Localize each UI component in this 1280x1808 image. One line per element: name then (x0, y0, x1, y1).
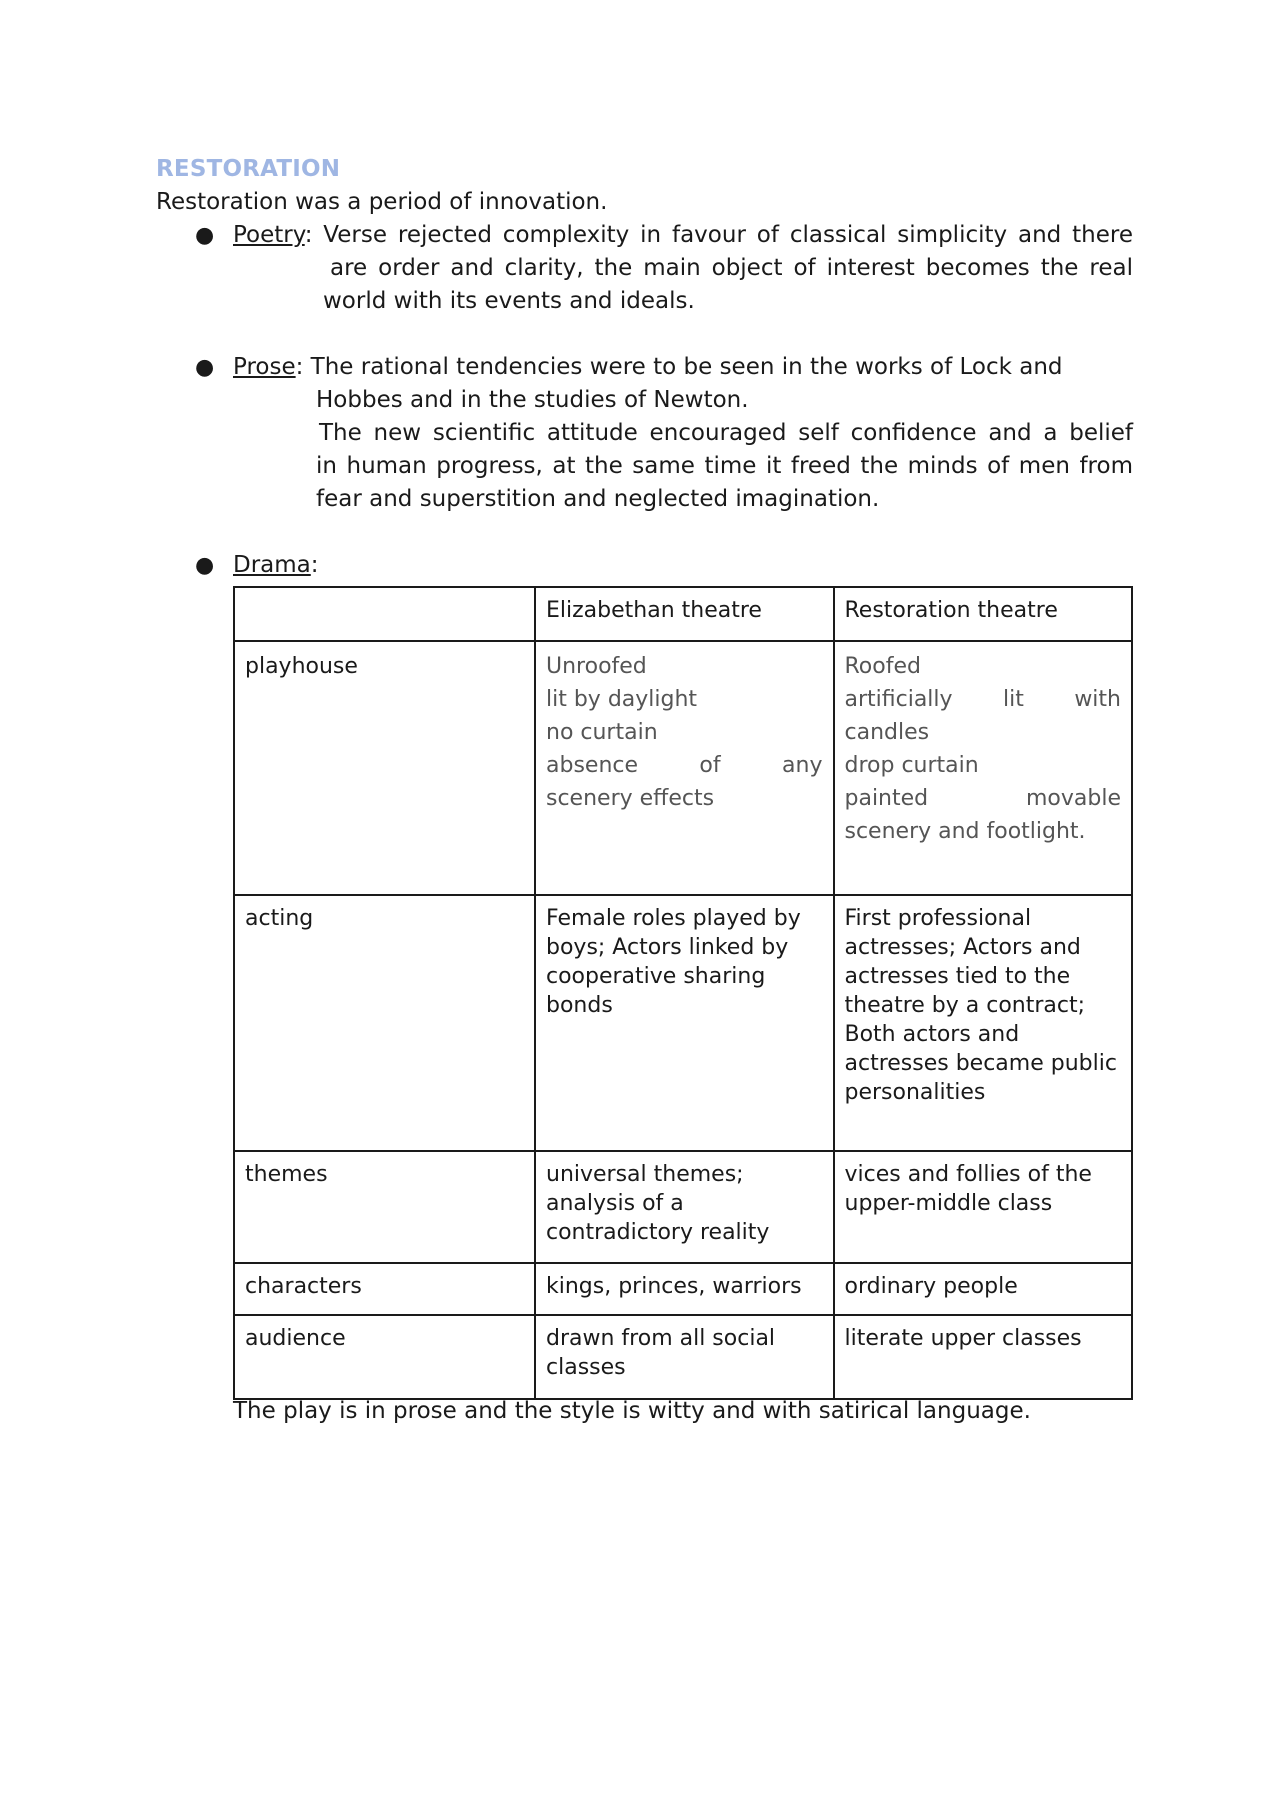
row-label-themes: themes (234, 1151, 535, 1263)
row-label-playhouse: playhouse (234, 641, 535, 895)
bullet-prose: ● (195, 355, 215, 380)
row-label-acting: acting (234, 895, 535, 1151)
characters-elizabethan: kings, princes, warriors (535, 1263, 834, 1315)
audience-restoration: literate upper classes (834, 1315, 1133, 1399)
poetry-label: Poetry (233, 222, 305, 248)
row-label-characters: characters (234, 1263, 535, 1315)
table-row-playhouse (234, 641, 1132, 895)
bullet-poetry: ● (195, 223, 215, 248)
rest-justified-line-1: artificially lit with (844, 687, 1121, 712)
table-header-row (234, 587, 1132, 641)
prose-label: Prose (233, 354, 296, 380)
prose-line-1: Prose: The rational tendencies were to be seen in the works of Lock and (233, 354, 1063, 380)
rest-justified-line-2: painted movable (844, 786, 1121, 811)
poetry-line-2: are order and clarity, the main object of interest becomes the real (330, 255, 1133, 281)
theatre-comparison-table (233, 586, 1133, 1400)
themes-elizabethan: universal themes; analysis of a contradictory reality (535, 1151, 834, 1263)
section-heading: RESTORATION (156, 156, 341, 182)
playhouse-elizabethan: Unroofed lit by daylight no curtain absence of any scenery effects (535, 641, 834, 895)
acting-elizabethan: Female roles played by boys; Actors linked by cooperative sharing bonds (535, 895, 834, 1151)
audience-elizabethan: drawn from all social classes (535, 1315, 834, 1399)
table-row-acting (234, 895, 1132, 1151)
row-label-audience: audience (234, 1315, 535, 1399)
prose-line-4: in human progress, at the same time it freed the minds of men from (316, 453, 1133, 479)
drama-heading: Drama: (233, 552, 319, 578)
playhouse-restoration: Roofed artificially lit with candles drop curtain painted movable scenery and footlight. (834, 641, 1133, 895)
characters-restoration: ordinary people (834, 1263, 1133, 1315)
header-empty-cell (234, 587, 535, 641)
table-row-characters (234, 1263, 1132, 1315)
prose-line-3: The new scientific attitude encouraged self confidence and a belief (319, 420, 1133, 446)
acting-restoration: First professional actresses; Actors and actresses tied to the theatre by a contract; Both actors and actresses became public personalities (834, 895, 1133, 1151)
table-row-audience (234, 1315, 1132, 1399)
table-row-themes (234, 1151, 1132, 1263)
prose-line-2: Hobbes and in the studies of Newton. (316, 387, 749, 413)
themes-restoration: vices and follies of the upper-middle class (834, 1151, 1133, 1263)
intro-text: Restoration was a period of innovation. (156, 189, 608, 215)
closing-note: The play is in prose and the style is witty and with satirical language. (233, 1398, 1031, 1424)
prose-paragraph (316, 417, 1133, 516)
header-elizabethan: Elizabethan theatre (535, 587, 834, 641)
poetry-line-3: world with its events and ideals. (323, 288, 695, 314)
prose-line-5: fear and superstition and neglected imagination. (316, 486, 880, 512)
poetry-line-1: Poetry: Verse rejected complexity in favour of classical simplicity and there (233, 222, 1133, 248)
bullet-drama: ● (195, 553, 215, 578)
header-restoration: Restoration theatre (834, 587, 1133, 641)
drama-label: Drama (233, 552, 311, 578)
eliz-justified-line: absence of any (546, 753, 823, 778)
